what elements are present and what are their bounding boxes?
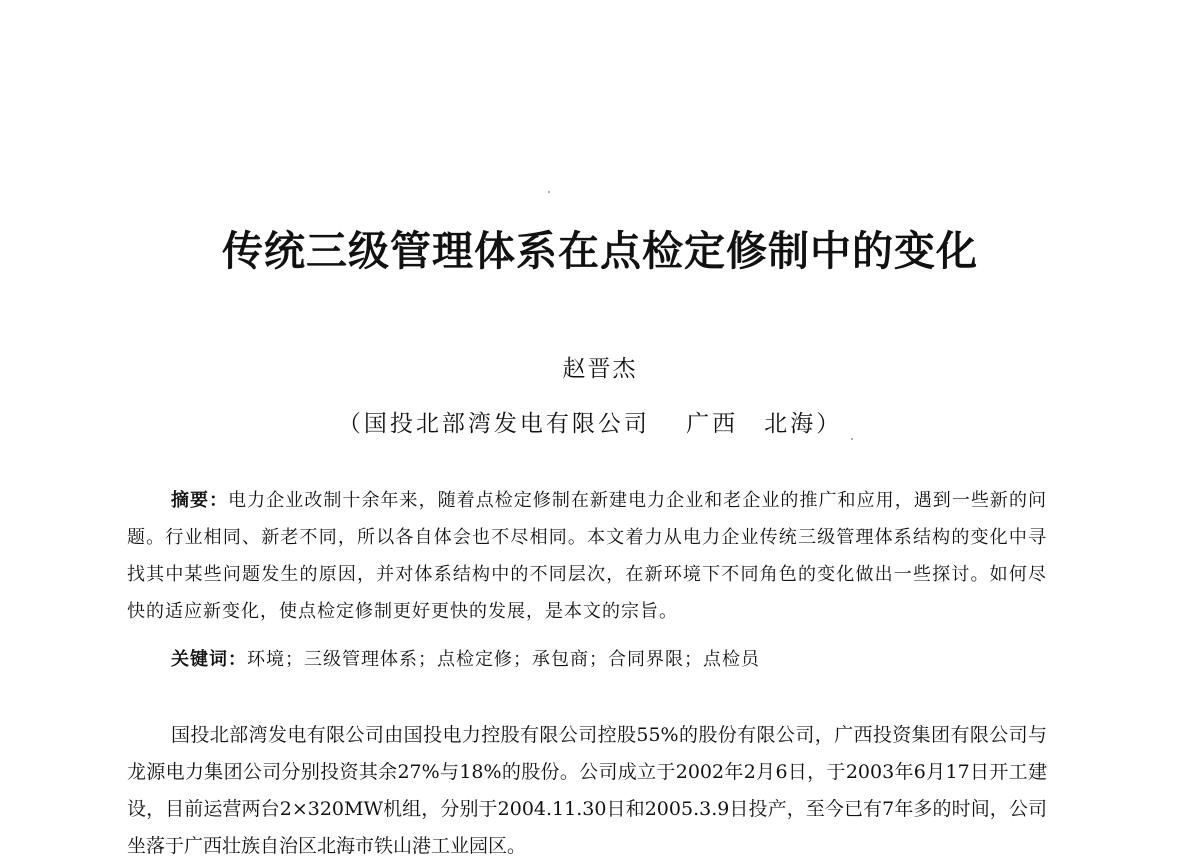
keywords-text: 环境；三级管理体系；点检定修；承包商；合同界限；点检员 — [247, 649, 760, 670]
keywords — [171, 645, 760, 671]
author-affiliation: （国投北部湾发电有限公司 广西 北海） — [337, 411, 843, 437]
body-paragraph: 国投北部湾发电有限公司由国投电力控股有限公司控股55%的股份有限公司，广西投资集团有限公司与龙源电力集团公司分别投资其余27%与18%的股份。公司成立于2002年2月6日，于2003年6月17日开工建设，目前运营两台2×320MW机组，分别于2004.11.30日和2005.3.9日投产，至今已有7年多的时间，公司坐落于广西壮族自治区北海市铁山港工业园区。 — [127, 724, 1047, 857]
abstract — [127, 482, 1047, 630]
scan-speck — [548, 191, 550, 193]
scan-speck — [851, 438, 853, 440]
abstract-text: 电力企业改制十余年来，随着点检定修制在新建电力企业和老企业的推广和应用，遇到一些新的问题。行业相同、新老不同，所以各自体会也不尽相同。本文着力从电力企业传统三级管理体系结构的变化中寻找其中某些问题发生的原因，并对体系结构中的不同层次，在新环境下不同角色的变化做出一些探讨。如何尽快的适应新变化，使点检定修制更好更快的发展，是本文的宗旨。 — [127, 490, 1048, 622]
author-name: 赵晋杰 — [562, 356, 638, 382]
keywords-label: 关键词： — [171, 649, 247, 670]
abstract-label: 摘要： — [171, 490, 229, 511]
paper-title: 传统三级管理体系在点检定修制中的变化 — [222, 227, 978, 275]
